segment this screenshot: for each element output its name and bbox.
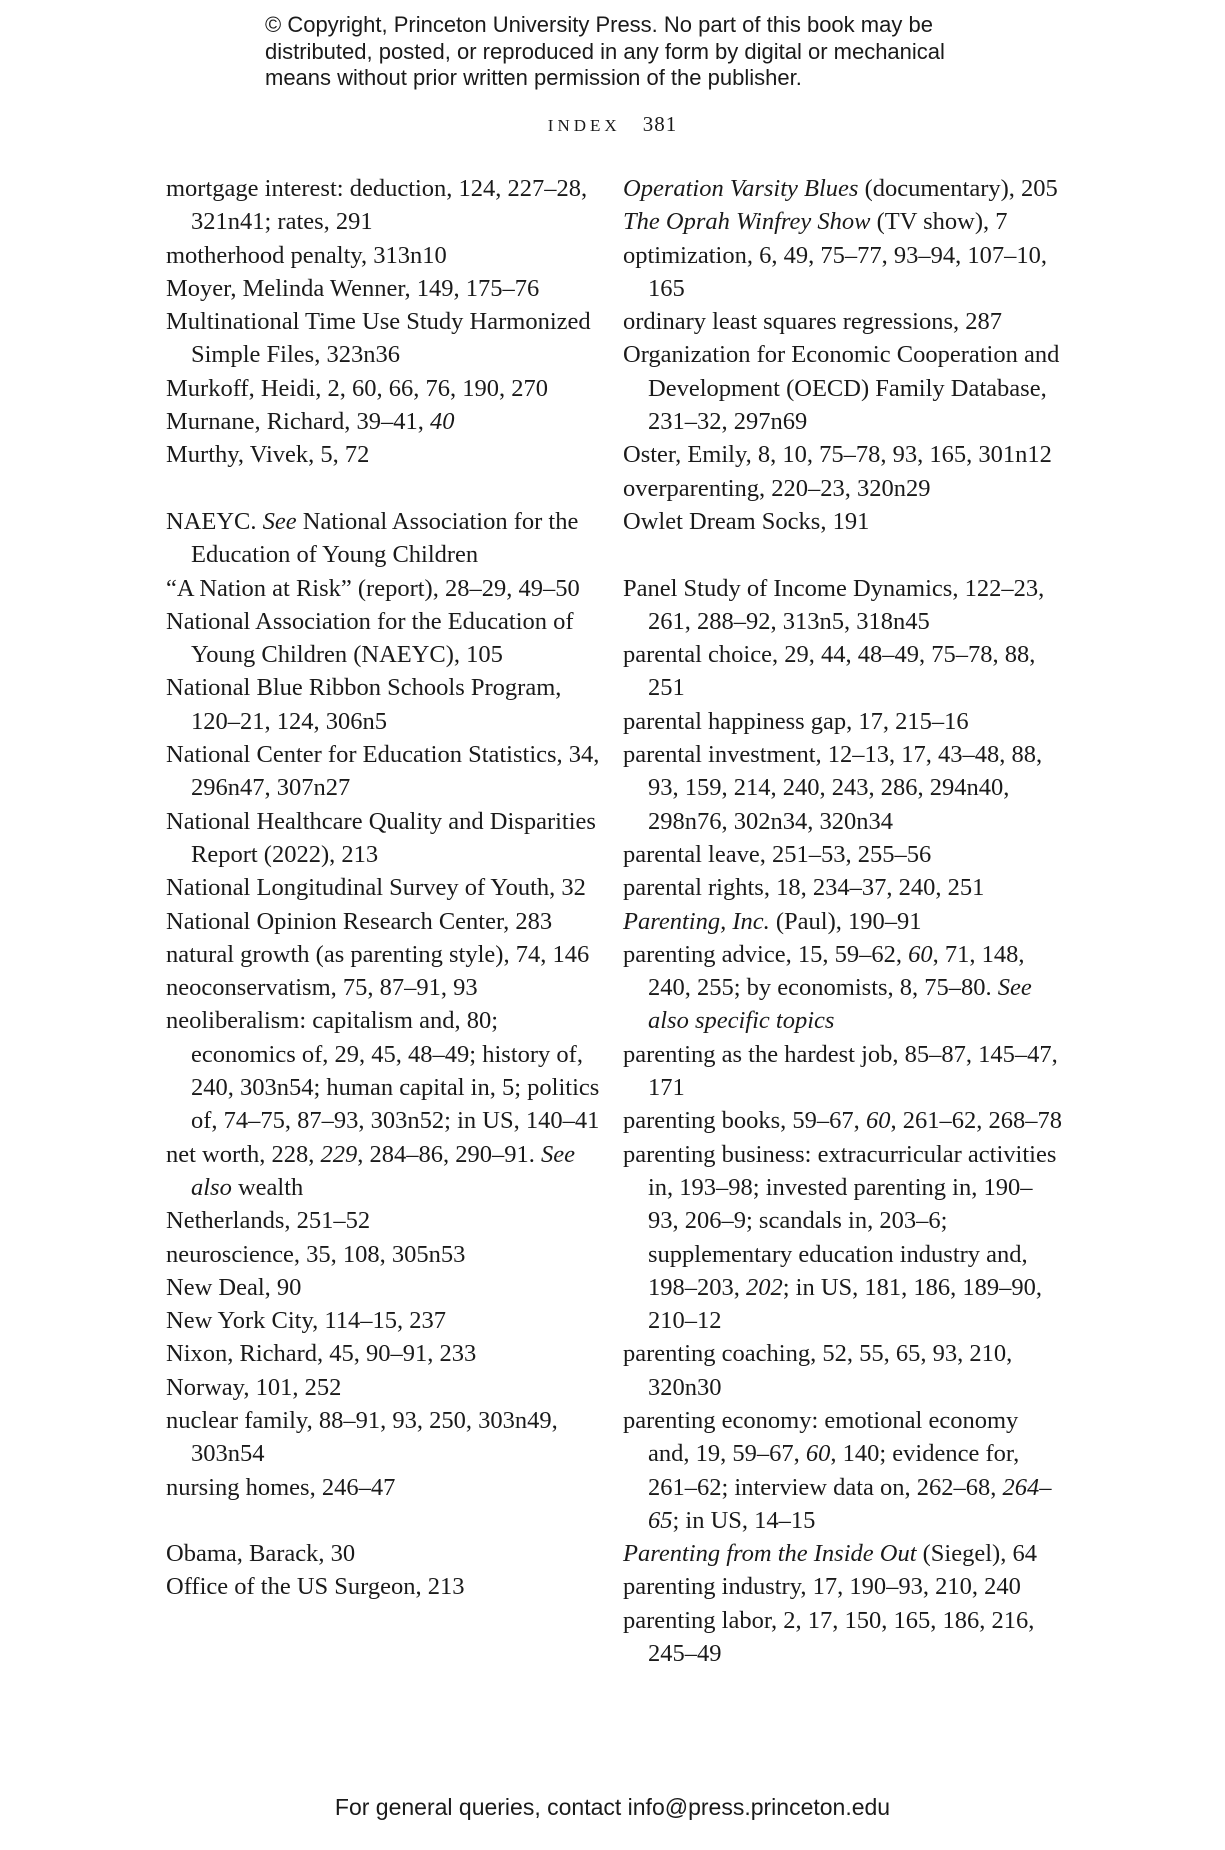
running-head-label: INDEX: [547, 116, 621, 135]
index-entry-text: Multinational Time Use Study Harmonized Simple Files, 323n36: [166, 308, 591, 369]
index-entry-text: , 71, 148, 240, 255; by economists, 8, 75–80.: [648, 940, 1025, 1002]
index-entry: [623, 239, 1063, 306]
index-entry-text: Moyer, Melinda Wenner, 149, 175–76: [166, 274, 540, 302]
index-entry: [166, 572, 606, 605]
index-entry-text: Murthy, Vivek, 5, 72: [166, 441, 370, 469]
index-entry: [166, 605, 606, 672]
index-column-right: [623, 172, 1063, 1670]
index-entry-text: (Siegel), 64: [916, 1540, 1037, 1568]
index-entry: [166, 738, 606, 805]
index-entry-text: National Center for Education Statistics, 34, 296n47, 307n27: [166, 741, 600, 802]
index-entry-text: parenting labor, 2, 17, 150, 165, 186, 216, 245–49: [623, 1606, 1035, 1668]
index-entry-text: , 261–62, 268–78: [890, 1107, 1062, 1135]
index-entry-text: parenting economy: emotional economy and, 19, 59–67,: [623, 1406, 1019, 1468]
index-entry-text: Nixon, Richard, 45, 90–91, 233: [166, 1340, 477, 1368]
index-entry-text: (Paul), 190–91: [769, 907, 922, 935]
index-entry-text: National Opinion Research Center, 283: [166, 907, 553, 935]
index-entry: [623, 572, 1063, 639]
index-entry: [623, 1038, 1063, 1105]
index-entry-text: New Deal, 90: [166, 1273, 302, 1301]
index-entry-text: The Oprah Winfrey Show: [623, 208, 871, 236]
index-entry-text: parenting advice, 15, 59–62,: [623, 940, 909, 968]
index-entry-text: See also specific topics: [648, 974, 1032, 1035]
index-entry: [166, 1304, 606, 1337]
index-entry: [166, 272, 606, 305]
index-entry: [166, 239, 606, 272]
index-entry-text: See also: [191, 1140, 575, 1201]
index-entry-text: parenting industry, 17, 190–93, 210, 240: [623, 1573, 1021, 1601]
index-entry-text: Murkoff, Heidi, 2, 60, 66, 76, 190, 270: [166, 374, 548, 402]
index-entry-text: overparenting, 220–23, 320n29: [623, 474, 931, 502]
index-entry-text: 60: [908, 940, 933, 968]
index-entry: [166, 505, 606, 572]
index-entry-text: (documentary), 205: [858, 175, 1058, 202]
index-entry: [166, 905, 606, 938]
index-entry: [623, 938, 1063, 1038]
index-entry-text: Obama, Barack, 30: [166, 1540, 356, 1568]
index-entry-text: Parenting, Inc.: [623, 907, 770, 935]
index-entry: [623, 1138, 1063, 1338]
letter-group-gap: [166, 472, 606, 505]
index-entry-text: parenting as the hardest job, 85–87, 145–47, 171: [623, 1040, 1058, 1102]
index-entry: [623, 338, 1063, 438]
index-entry-text: net worth, 228,: [166, 1140, 321, 1168]
index-entry: [623, 1570, 1063, 1603]
index-entry: [166, 1138, 606, 1205]
index-entry: [623, 505, 1063, 538]
index-entry-text: Organization for Economic Cooperation and Development (OECD) Family Database, 231–32, 297n69: [623, 341, 1060, 436]
index-entry-text: , 140; evidence for, 261–62; interview data on, 262–68,: [648, 1440, 1020, 1501]
index-entry-text: parenting coaching, 52, 55, 65, 93, 210, 320n30: [623, 1340, 1013, 1401]
index-entry-text: 60: [865, 1107, 891, 1135]
index-entry: [166, 1271, 606, 1304]
index-entry: [166, 1537, 606, 1570]
index-entry-text: motherhood penalty, 313n10: [166, 241, 447, 269]
copyright-line: distributed, posted, or reproduced in any form by digital or mechanical: [265, 38, 945, 64]
index-entry: [166, 1337, 606, 1370]
index-entry: [166, 405, 606, 438]
index-entry-text: , 284–86, 290–91.: [357, 1140, 541, 1168]
index-entry-text: (TV show), 7: [870, 208, 1008, 236]
index-entry: [623, 438, 1063, 471]
index-entry-text: 60: [805, 1440, 831, 1468]
index-entry: [623, 205, 1063, 238]
copyright-line: means without prior written permission of the publisher.: [265, 65, 802, 90]
index-entry-text: ; in US, 14–15: [672, 1506, 816, 1534]
copyright-line: © Copyright, Princeton University Press. No part of this book may be: [265, 12, 933, 37]
index-entry: [623, 1404, 1063, 1537]
index-entry: [623, 905, 1063, 938]
index-entry-text: National Blue Ribbon Schools Program, 120–21, 124, 306n5: [166, 674, 562, 735]
index-entry: [623, 1104, 1063, 1137]
index-entry-text: parental choice, 29, 44, 48–49, 75–78, 88, 251: [623, 641, 1036, 702]
index-entry-text: natural growth (as parenting style), 74, 146: [166, 940, 590, 968]
index-entry: [166, 438, 606, 471]
index-entry-text: New York City, 114–15, 237: [166, 1307, 446, 1335]
index-entry-text: optimization, 6, 49, 75–77, 93–94, 107–10, 165: [623, 241, 1047, 302]
index-entry-text: Owlet Dream Socks, 191: [623, 507, 870, 535]
index-entry-text: National Association for the Education of Young Children: [191, 507, 579, 569]
footer-contact: For general queries, contact info@press.princeton.edu: [334, 1794, 891, 1820]
index-entry: [166, 305, 606, 372]
index-entry: [166, 671, 606, 738]
index-entry: [166, 805, 606, 872]
letter-group-gap: [623, 538, 1063, 571]
index-entry: [623, 871, 1063, 904]
index-entry: [166, 1238, 606, 1271]
index-entry: [166, 938, 606, 971]
index-entry-text: Netherlands, 251–52: [166, 1207, 371, 1235]
index-entry-text: 229: [320, 1140, 358, 1168]
index-entry-text: wealth: [231, 1173, 304, 1201]
index-entry-text: mortgage interest: deduction, 124, 227–28, 321n41; rates, 291: [166, 175, 588, 236]
index-entry-text: 40: [430, 408, 455, 436]
index-entry: [623, 472, 1063, 505]
index-entry-text: parental rights, 18, 234–37, 240, 251: [623, 874, 985, 902]
index-entry: [623, 305, 1063, 338]
index-entry: [166, 1371, 606, 1404]
index-entry: [166, 172, 606, 239]
index-column-left: [166, 172, 606, 1604]
index-entry-text: “A Nation at Risk” (report), 28–29, 49–50: [166, 574, 580, 602]
index-entry-text: neoconservatism, 75, 87–91, 93: [166, 974, 478, 1002]
index-entry-text: parenting books, 59–67,: [623, 1107, 866, 1135]
index-entry-text: National Healthcare Quality and Disparities Report (2022), 213: [166, 807, 596, 868]
index-entry-text: Operation Varsity Blues: [623, 175, 859, 202]
index-entry: [166, 971, 606, 1004]
index-entry: [623, 738, 1063, 838]
index-entry: [623, 838, 1063, 871]
index-entry-text: 264–65: [648, 1473, 1052, 1534]
running-head: [0, 112, 1225, 137]
page-number: 381: [642, 112, 678, 136]
index-entry: [166, 1204, 606, 1237]
index-entry-text: Norway, 101, 252: [166, 1373, 342, 1401]
index-entry-text: See: [262, 507, 297, 535]
index-entry-text: ordinary least squares regressions, 287: [623, 308, 1002, 336]
index-entry-text: ; in US, 181, 186, 189–90, 210–12: [648, 1273, 1043, 1335]
index-entry-text: parental happiness gap, 17, 215–16: [623, 707, 969, 735]
index-entry-text: nursing homes, 246–47: [166, 1473, 396, 1501]
index-entry-text: Panel Study of Income Dynamics, 122–23, 261, 288–92, 313n5, 318n45: [623, 574, 1045, 635]
index-entry-text: Parenting from the Inside Out: [623, 1540, 917, 1568]
index-entry: [166, 1004, 606, 1137]
index-entry: [623, 1537, 1063, 1570]
index-entry-text: 202: [746, 1273, 783, 1301]
index-entry-text: nuclear family, 88–91, 93, 250, 303n49, 303n54: [166, 1406, 558, 1468]
index-entry: [166, 871, 606, 904]
index-entry-text: parental investment, 12–13, 17, 43–48, 88, 93, 159, 214, 240, 243, 286, 294n40, 298n76, 302n34, 320n34: [623, 741, 1043, 835]
index-entry: [623, 1337, 1063, 1404]
index-entry-text: National Association for the Education of Young Children (NAEYC), 105: [166, 607, 574, 669]
index-entry-text: Murnane, Richard, 39–41,: [166, 408, 430, 436]
copyright-notice: [265, 12, 985, 92]
index-entry: [623, 1604, 1063, 1671]
index-entry: [166, 372, 606, 405]
index-entry-text: neuroscience, 35, 108, 305n53: [166, 1240, 466, 1268]
index-entry: [623, 705, 1063, 738]
index-entry-text: parenting business: extracurricular activities in, 193–98; invested parenting in, 190–93, 206–9; scandals in, 203–6; supplementary education industry and, 198–203,: [623, 1140, 1057, 1301]
index-entry: [623, 638, 1063, 705]
index-entry: [166, 1570, 606, 1603]
index-entry: [166, 1404, 606, 1471]
letter-group-gap: [166, 1504, 606, 1537]
index-entry-text: National Longitudinal Survey of Youth, 32: [166, 874, 586, 902]
index-entry: [623, 172, 1063, 205]
index-entry-text: Office of the US Surgeon, 213: [166, 1573, 465, 1601]
index-entry-text: NAEYC.: [166, 507, 263, 535]
index-entry-text: Oster, Emily, 8, 10, 75–78, 93, 165, 301n12: [623, 441, 1052, 469]
index-entry-text: parental leave, 251–53, 255–56: [623, 840, 932, 868]
index-entry: [166, 1471, 606, 1504]
index-entry-text: neoliberalism: capitalism and, 80; economics of, 29, 45, 48–49; history of, 240, 303n54; human capital in, 5; politics of, 74–75, 87–93, 303n52; in US, 140–41: [166, 1007, 600, 1135]
